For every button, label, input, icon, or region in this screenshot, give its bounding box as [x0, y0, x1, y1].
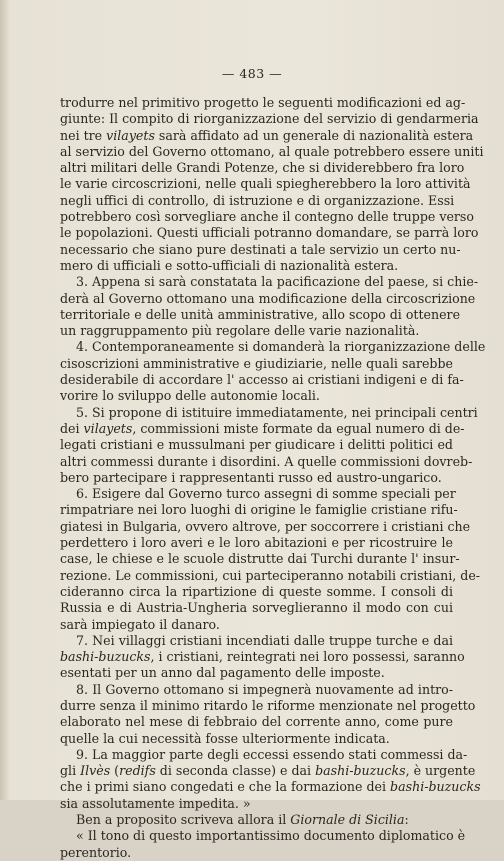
text-line: le varie circoscrizioni, nelle quali spiegherebbero la loro attività — [60, 176, 471, 192]
page-number: — 483 — — [221, 66, 283, 81]
text-line: perentorio. — [60, 844, 132, 860]
text-line: legati cristiani e mussulmani per giudicare i delitti politici ed — [60, 437, 453, 453]
text-line: sia assolutamente impedita. » — [60, 795, 251, 811]
text-line: 4. Contemporaneamente si domanderà la riorganizzazione delle — [76, 339, 486, 355]
text-line: necessario che siano pure destinati a tale servizio un certo nu- — [60, 241, 461, 257]
text-line: nei tre vilayets sarà affidato ad un generale di nazionalità estera — [60, 127, 474, 143]
text-line: sarà impiegato il danaro. — [60, 616, 220, 632]
text-line: case, le chiese e le scuole distrutte dai Turchi durante l' insur- — [60, 551, 460, 567]
italic-term: vilayets — [106, 127, 155, 143]
italic-term: Ilvès — [80, 763, 111, 779]
italic-term: redifs — [119, 763, 156, 779]
text-line: bashi-buzucks, i cristiani, reintegrati nei loro possessi, saranno — [60, 649, 465, 665]
text-line: che i primi siano congedati e che la formazione dei bashi-buzucks — [60, 779, 481, 795]
text-line: negli uffici di controllo, di istruzione e di organizzazione. Essi — [60, 192, 455, 208]
text-line: potrebbero così sorvegliare anche il contegno delle truppe verso — [60, 209, 474, 225]
text-line: 9. La maggior parte degli eccessi essendo stati commessi da- — [76, 746, 468, 762]
text-line: 6. Esigere dal Governo turco assegni di somme speciali per — [76, 486, 456, 502]
text-line: rimpatriare nei loro luoghi di origine le famiglie cristiane rifu- — [60, 502, 458, 518]
text-line: durre senza il minimo ritardo le riforme menzionate nel progetto — [60, 697, 476, 713]
text-line: un raggruppamento più regolare delle varie nazionalità. — [60, 323, 420, 339]
text-line: « Il tono di questo importantissimo documento diplomatico è — [76, 828, 466, 844]
italic-term: bashi-buzucks — [60, 649, 151, 665]
body-text — [60, 95, 486, 861]
text-line: gli Ilvès (redifs di seconda classe) e dai bashi-buzucks, è urgente — [60, 763, 476, 779]
text-line: vorire lo sviluppo delle autonomie locali. — [60, 388, 320, 404]
text-line: Russia e di Austria-Ungheria sorveglieranno il modo con cui — [60, 600, 453, 616]
text-line: derà al Governo ottomano una modificazione della circoscrizione — [60, 290, 476, 306]
text-line: 3. Appena si sarà constatata la pacificazione del paese, si chie- — [76, 274, 479, 290]
text-line: altri militari delle Grandi Potenze, che si dividerebbero fra loro — [60, 160, 465, 176]
text-line: al servizio del Governo ottomano, al quale potrebbero essere uniti — [60, 143, 484, 159]
text-line: territoriale e delle unità amministrative, allo scopo di ottenere — [60, 306, 461, 322]
text-line: elaborato nel mese di febbraio del corrente anno, come pure — [60, 714, 453, 730]
text-line: bero partecipare i rappresentanti russo ed austro-ungarico. — [60, 469, 442, 485]
text-line: cideranno circa la ripartizione di queste somme. I consoli di — [60, 583, 453, 599]
text-line: giatesi in Bulgaria, ovvero altrove, per soccorrere i cristiani che — [60, 518, 471, 534]
text-line: 7. Nei villaggi cristiani incendiati dalle truppe turche e dai — [76, 632, 453, 648]
text-line: mero di ufficiali e sotto-ufficiali di nazionalità estera. — [60, 257, 399, 273]
text-line: cisoscrizioni amministrative e giudiziarie, nelle quali sarebbe — [60, 355, 453, 371]
text-line: quelle la cui necessità fosse ulteriormente indicata. — [60, 730, 390, 746]
italic-term: vilayets — [83, 420, 133, 436]
text-line: trodurre nel primitivo progetto le seguenti modificazioni ed ag- — [60, 95, 466, 110]
text-line: esentati per un anno dal pagamento delle imposte. — [60, 665, 385, 681]
italic-term: bashi-buzucks — [315, 763, 406, 779]
text-line: desiderabile di accordare l' accesso ai cristiani indigeni e di fa- — [60, 372, 464, 388]
text-line: giunte: Il compito di riorganizzazione del servizio di gendarmeria — [60, 111, 479, 127]
text-line: dei vilayets, commissioni miste formate da egual numero di de- — [60, 420, 465, 436]
italic-term: Giornale di Sicilia — [290, 812, 405, 828]
text-line: 8. Il Governo ottomano si impegnerà nuovamente ad intro- — [76, 681, 453, 697]
italic-term: bashi-buzucks — [390, 779, 481, 795]
text-line: rezione. Le commissioni, cui parteciperanno notabili cristiani, de- — [60, 567, 481, 583]
text-line: 5. Si propone di istituire immediatamente, nei principali centri — [76, 404, 478, 420]
text-line: Ben a proposito scriveva allora il Giornale di Sicilia: — [76, 812, 409, 828]
text-line: perdettero i loro averi e le loro abitazioni e per ricostruire le — [60, 535, 453, 551]
text-line: altri commessi durante i disordini. A quelle commissioni dovreb- — [60, 453, 473, 469]
text-line: le popolazioni. Questi ufficiali potranno domandare, se parrà loro — [60, 225, 479, 241]
